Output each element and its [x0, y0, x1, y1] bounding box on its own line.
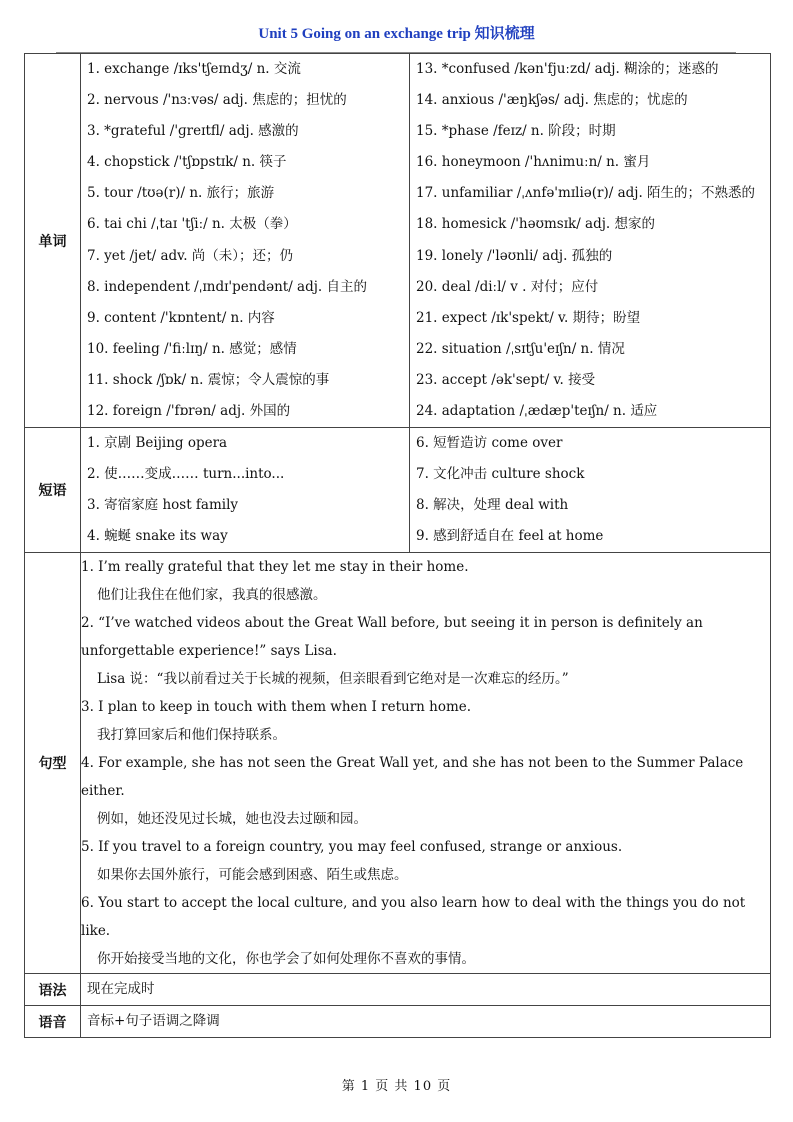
phrase-right-column — [410, 428, 771, 553]
phrase-label: 短语 — [25, 428, 81, 553]
sentence-chinese: 我打算回家后和他们保持联系。 — [97, 727, 286, 744]
sentence-chinese: 如果你去国外旅行，可能会感到困惑、陌生或焦虑。 — [97, 867, 408, 884]
sentence-english: 4. For example, she has not seen the Great Wall yet, and she has not been to the Summer Palace either. — [81, 755, 744, 800]
sentence-label: 句型 — [25, 553, 81, 974]
vocab-item: 13. *confused /kən'fjuːzd/ adj. 糊涂的；迷惑的 — [416, 61, 719, 77]
vocab-item: 12. foreign /'fɒrən/ adj. 外国的 — [87, 403, 291, 420]
phrase-item: 6. 短暂造访 come over — [416, 435, 563, 452]
vocab-item: 5. tour /tʊə(r)/ n. 旅行；旅游 — [87, 185, 275, 202]
vocab-item: 14. anxious /'æŋkʃəs/ adj. 焦虑的；忧虑的 — [416, 92, 688, 109]
vocab-item: 8. independent /ˌɪndɪ'pendənt/ adj. 自主的 — [87, 278, 367, 295]
sentence-english: 1. I’m really grateful that they let me stay in their home. — [81, 559, 469, 576]
sentence-english: 5. If you travel to a foreign country, you may feel confused, strange or anxious. — [81, 839, 623, 856]
sentence-chinese: 例如，她还没见过长城，她也没去过颐和园。 — [97, 811, 367, 828]
phonetics-content — [81, 1006, 771, 1038]
vocab-item: 17. unfamiliar /ˌʌnfə'mɪliə(r)/ adj. 陌生的；不熟悉的 — [416, 185, 756, 202]
phrase-item: 2. 使……变成…… turn...into... — [87, 466, 285, 483]
vocab-item: 16. honeymoon /'hʌnimuːn/ n. 蜜月 — [416, 154, 651, 171]
sentence-chinese: Lisa 说：“我以前看过关于长城的视频，但亲眼看到它绝对是一次难忘的经历。” — [97, 671, 569, 688]
phonetics-row — [25, 1006, 771, 1038]
vocab-item: 19. lonely /'ləʊnli/ adj. 孤独的 — [416, 247, 613, 264]
vocab-item: 11. shock /ʃɒk/ n. 震惊；令人震惊的事 — [87, 371, 330, 388]
grammar-row — [25, 974, 771, 1006]
sentence-english: 2. “I’ve watched videos about the Great Wall before, but seeing it in person is definitely an unforgettable experience!” says Lisa. — [81, 615, 703, 660]
vocab-row — [25, 54, 771, 428]
vocab-item: 1. exchange /ɪks'tʃeɪndʒ/ n. 交流 — [87, 61, 301, 77]
vocab-item: 22. situation /ˌsɪtʃu'eɪʃn/ n. 情况 — [416, 340, 625, 357]
vocab-item: 4. chopstick /'tʃɒpstɪk/ n. 筷子 — [87, 154, 287, 171]
vocab-item: 23. accept /ək'sept/ v. 接受 — [416, 371, 596, 388]
sentence-list — [81, 553, 771, 974]
phrase-row — [25, 428, 771, 553]
phrase-item: 3. 寄宿家庭 host family — [87, 497, 239, 514]
page-footer: 第 1 页 共 10 页 — [341, 1079, 452, 1094]
sentence-chinese: 他们让我住在他们家，我真的很感激。 — [97, 587, 327, 604]
page-title: Unit 5 Going on an exchange trip 知识梳理 — [258, 26, 535, 42]
grammar-content — [81, 974, 771, 1006]
sentence-row — [25, 553, 771, 974]
vocab-right-column — [410, 54, 771, 428]
vocab-label: 单词 — [25, 54, 81, 428]
sentence-chinese: 你开始接受当地的文化，你也学会了如何处理你不喜欢的事情。 — [97, 951, 475, 968]
vocab-item: 3. *grateful /'ɡreɪtfl/ adj. 感激的 — [87, 123, 299, 140]
sentence-english: 6. You start to accept the local culture, and you also learn how to deal with the things you do not like. — [81, 895, 746, 940]
phonetics-text: 音标+句子语调之降调 — [87, 1013, 220, 1030]
vocab-item: 15. *phase /feɪz/ n. 阶段；时期 — [416, 123, 616, 140]
grammar-text: 现在完成时 — [87, 981, 155, 998]
phonetics-label: 语音 — [25, 1006, 81, 1038]
phrase-item: 8. 解决，处理 deal with — [416, 497, 569, 514]
phrase-item: 1. 京剧 Beijing opera — [87, 435, 228, 452]
phrase-item: 4. 蜿蜒 snake its way — [87, 528, 228, 545]
vocab-item: 24. adaptation /ˌædæp'teɪʃn/ n. 适应 — [416, 403, 658, 420]
phrase-left-column — [81, 428, 410, 553]
phrase-item: 7. 文化冲击 culture shock — [416, 466, 585, 483]
grammar-label: 语法 — [25, 974, 81, 1006]
vocab-item: 20. deal /diːl/ v . 对付；应付 — [416, 278, 599, 295]
vocab-item: 21. expect /ɪk'spekt/ v. 期待；盼望 — [416, 309, 641, 326]
vocab-item: 9. content /'kɒntent/ n. 内容 — [87, 309, 275, 326]
vocab-item: 2. nervous /'nɜːvəs/ adj. 焦虑的；担忧的 — [87, 92, 347, 109]
vocab-item: 10. feeling /'fiːlɪŋ/ n. 感觉；感情 — [87, 340, 297, 357]
phrase-item: 9. 感到舒适自在 feel at home — [416, 528, 604, 545]
vocab-left-column — [81, 54, 410, 428]
knowledge-table — [24, 53, 771, 1038]
vocab-item: 7. yet /jet/ adv. 尚（未）；还；仍 — [87, 247, 294, 264]
sentence-english: 3. I plan to keep in touch with them when I return home. — [81, 699, 472, 716]
vocab-item: 18. homesick /'həʊmsɪk/ adj. 想家的 — [416, 216, 655, 233]
vocab-item: 6. tai chi /ˌtaɪ 'tʃiː/ n. 太极（拳） — [87, 216, 297, 233]
